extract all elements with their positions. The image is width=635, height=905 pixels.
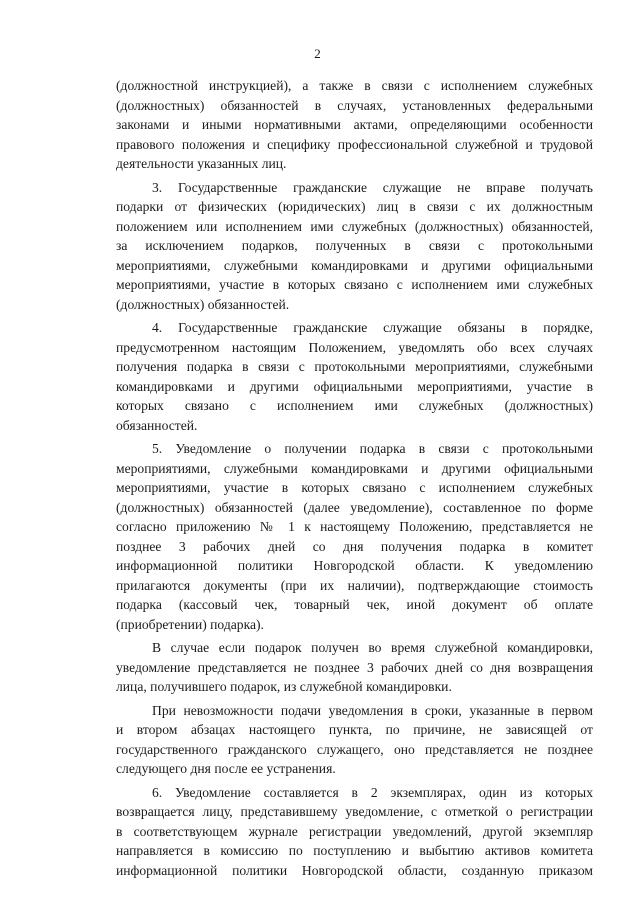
text-line: подарка (кассовый чек, товарный чек, иной документ об оплате [116,597,593,612]
paragraph-business-trip [116,638,593,697]
text-line: (должностных) обязанностей. [116,296,290,312]
text-line: 3. Государственные гражданские служащие не вправе получать [152,179,593,195]
text-line: правового положения и специфику профессиональной служебной и трудовой [116,136,593,152]
text-line: (должностных) обязанностей (далее уведомление), составленное по форме [116,499,593,515]
text-line: мероприятиями, участие в которых связано с исполнением служебных [116,480,593,495]
text-line: лица, получившего подарок, из служебной командировки. [116,679,452,694]
text-line: получения подарка в связи с протокольными мероприятиями, служебными [116,359,593,374]
text-line: В случае если подарок получен во время служебной командировки, [152,640,593,655]
text-line: законами и иными нормативными актами, определяющими особенности [116,117,593,132]
text-line: 6. Уведомление составляется в 2 экземплярах, один из которых [152,784,593,800]
text-line: информационной политики Новгородской области, созданную приказом [116,862,593,878]
page-number: 2 [314,46,321,61]
text-line: позднее 3 рабочих дней со дня получения подарка в комитет [116,538,593,554]
text-line: уведомление представляется не позднее 3 рабочих дней со дня возвращения [116,659,593,675]
text-line: государственного гражданского служащего, оно представляется не позднее [116,741,593,757]
text-line: 4. Государственные гражданские служащие обязаны в порядке, [152,320,593,335]
paragraph-item-6 [116,783,593,881]
text-line: (должностной инструкцией), а также в связи с исполнением служебных [116,78,593,93]
text-line: и втором абзацах настоящего пункта, по причине, не зависящей от [116,722,593,737]
text-line: за исключением подарков, полученных в связи с протокольными [116,238,593,253]
paragraph-item-4 [116,318,593,435]
text-line: подарки от физических (юридических) лиц в связи с их должностным [116,199,593,214]
paragraph-continuation [116,76,593,174]
document-body [116,76,593,880]
text-line: мероприятиями, служебными командировками и другими официальными [116,257,593,273]
paragraph-item-5 [116,439,593,634]
text-line: которых связано с исполнением ими служебных (должностных) [116,398,593,413]
paragraph-impossibility [116,701,593,779]
text-line: мероприятиями, служебными командировками и другими официальными [116,460,593,476]
text-line: деятельности указанных лиц. [116,156,287,171]
text-line: согласно приложению № 1 к настоящему Положению, представляется не [116,519,593,534]
text-line: (приобретении) подарка). [116,616,264,632]
text-line: (должностных) обязанностей в случаях, установленных федеральными [116,97,593,113]
text-line: обязанностей. [116,417,198,433]
text-line: прилагаются документы (при их наличии), подтверждающие стоимость [116,577,593,593]
text-line: 5. Уведомление о получении подарка в связи с протокольными [152,441,593,456]
text-line: командировками и другими официальными мероприятиями, участие в [116,378,593,394]
text-line: положением или исполнением ими служебных (должностных) обязанностей, [116,218,593,234]
text-line: мероприятиями, участие в которых связано с исполнением ими служебных [116,277,593,292]
text-line: При невозможности подачи уведомления в сроки, указанные в первом [152,702,593,718]
paragraph-item-3 [116,178,593,315]
text-line: следующего дня после ее устранения. [116,761,336,776]
text-line: возвращается лицу, представившему уведомление, с отметкой о регистрации [116,804,593,819]
text-line: информационной политики Новгородской области. К уведомлению [116,558,593,573]
text-line: в соответствующем журнале регистрации уведомлений, другой экземпляр [116,823,593,839]
text-line: предусмотренном настоящим Положением, уведомлять обо всех случаях [116,339,593,355]
text-line: направляется в комиссию по поступлению и выбытию активов комитета [116,843,593,858]
